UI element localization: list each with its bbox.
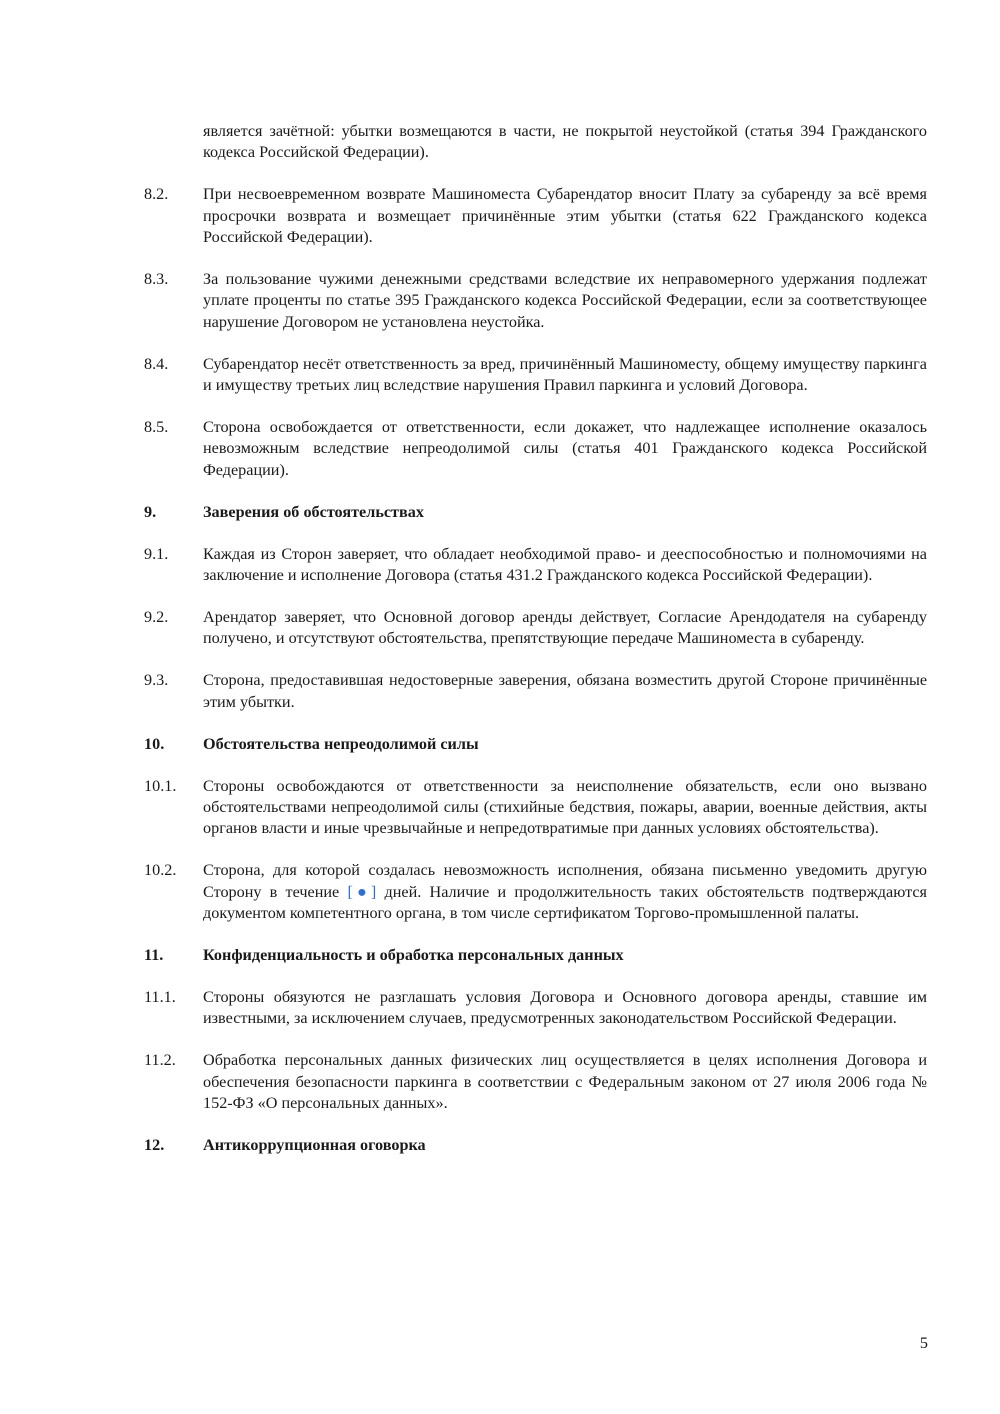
clause-11-1 — [144, 987, 927, 1030]
section-title: Обстоятельства непреодолимой силы — [203, 734, 479, 753]
clause-text: При несвоевременном возврате Машиноместа Субарендатор вносит Плату за субаренду за всё время просрочки возврата и возмещает причинённые этим убытки (статья 622 Гражданского кодекса Российской Федерации). — [203, 185, 927, 247]
clause-number: 8.4. — [144, 354, 169, 373]
clause-11-2 — [144, 1050, 927, 1114]
clause-text-after: дней. Наличие и продолжительность таких обстоятельств подтверждаются документом компетентного органа, в том числе сертификатом Торгово-промышленной палаты. — [203, 882, 927, 923]
continuation-paragraph — [144, 121, 927, 164]
section-heading-12 — [144, 1135, 927, 1156]
section-heading-10 — [144, 734, 927, 755]
clause-8-5 — [144, 417, 927, 481]
clause-10-1 — [144, 776, 927, 840]
section-title: Антикоррупционная оговорка — [203, 1135, 426, 1154]
clause-8-2 — [144, 184, 927, 248]
clause-number: 8.3. — [144, 270, 169, 289]
section-number: 12. — [144, 1135, 165, 1154]
clause-number: 10.1. — [144, 776, 177, 795]
clause-text: Арендатор заверяет, что Основной договор аренды действует, Согласие Арендодателя на субаренду получено, и отсутствуют обстоятельства, препятствующие передаче Машиноместа в субаренду. — [203, 608, 927, 648]
section-heading-9 — [144, 502, 927, 523]
clause-text-before: Сторона, для которой создалась невозможность исполнения, обязана письменно уведомить другую Сторону в течение — [203, 861, 927, 901]
page-number: 5 — [919, 1334, 928, 1352]
clause-number: 8.2. — [144, 185, 169, 204]
clause-9-1 — [144, 544, 927, 587]
clause-8-4 — [144, 354, 927, 397]
clause-text: Субарендатор несёт ответственность за вред, причинённый Машиноместу, общему имуществу паркинга и имуществу третьих лиц вследствие нарушения Правил паркинга и условий Договора. — [203, 354, 927, 395]
clause-10-2 — [144, 860, 927, 924]
section-number: 9. — [144, 502, 157, 521]
clause-number: 8.5. — [144, 418, 169, 437]
clause-number: 9.1. — [144, 544, 169, 563]
clause-8-3 — [144, 269, 927, 333]
section-title: Конфиденциальность и обработка персональных данных — [203, 945, 624, 964]
clause-9-2 — [144, 607, 927, 650]
clause-number: 9.3. — [144, 671, 169, 690]
clause-number: 11.2. — [144, 1051, 176, 1070]
clause-9-3 — [144, 670, 927, 713]
clause-text: Сторона, предоставившая недостоверные заверения, обязана возместить другой Стороне причинённые этим убытки. — [203, 671, 927, 711]
clause-text: Обработка персональных данных физических лиц осуществляется в целях исполнения Договора и обеспечения безопасности паркинга в соответствии с Федеральным законом от 27 июля 2006 года № 152-ФЗ «О персональных данных». — [203, 1051, 927, 1112]
document-body — [144, 121, 927, 1177]
placeholder-field: [●] — [347, 882, 377, 901]
clause-text: За пользование чужими денежными средствами вследствие их неправомерного удержания подлежат уплате проценты по статье 395 Гражданского кодекса Российской Федерации, если за соответствующее нарушение Договором не установлена неустойка. — [203, 270, 927, 331]
section-number: 11. — [144, 945, 164, 964]
continuation-text: является зачётной: убытки возмещаются в части, не покрытой неустойкой (статья 394 Гражданского кодекса Российской Федерации). — [203, 122, 927, 162]
clause-number: 9.2. — [144, 608, 169, 626]
clause-number: 11.1. — [144, 987, 176, 1006]
clause-text: Стороны обязуются не разглашать условия Договора и Основного договора аренды, ставшие им известными, за исключением случаев, предусмотренных законодательством Российской Федерации. — [203, 987, 927, 1028]
clause-text: Стороны освобождаются от ответственности за неисполнение обязательств, если оно вызвано обстоятельствами непреодолимой силы (стихийные бедствия, пожары, аварии, военные действия, акты органов власти и иные чрезвычайные и непредотвратимые при данных условиях обстоятельства). — [203, 776, 927, 838]
clause-text: Сторона освобождается от ответственности, если докажет, что надлежащее исполнение оказалось невозможным вследствие непреодолимой силы (статья 401 Гражданского кодекса Российской Федерации). — [203, 418, 927, 479]
clause-text: Каждая из Сторон заверяет, что обладает необходимой право- и дееспособностью и полномочиями на заключение и исполнение Договора (статья 431.2 Гражданского кодекса Российской Федерации). — [203, 544, 927, 585]
section-heading-11 — [144, 945, 927, 966]
section-title: Заверения об обстоятельствах — [203, 502, 424, 521]
section-number: 10. — [144, 734, 165, 753]
clause-number: 10.2. — [144, 861, 177, 880]
